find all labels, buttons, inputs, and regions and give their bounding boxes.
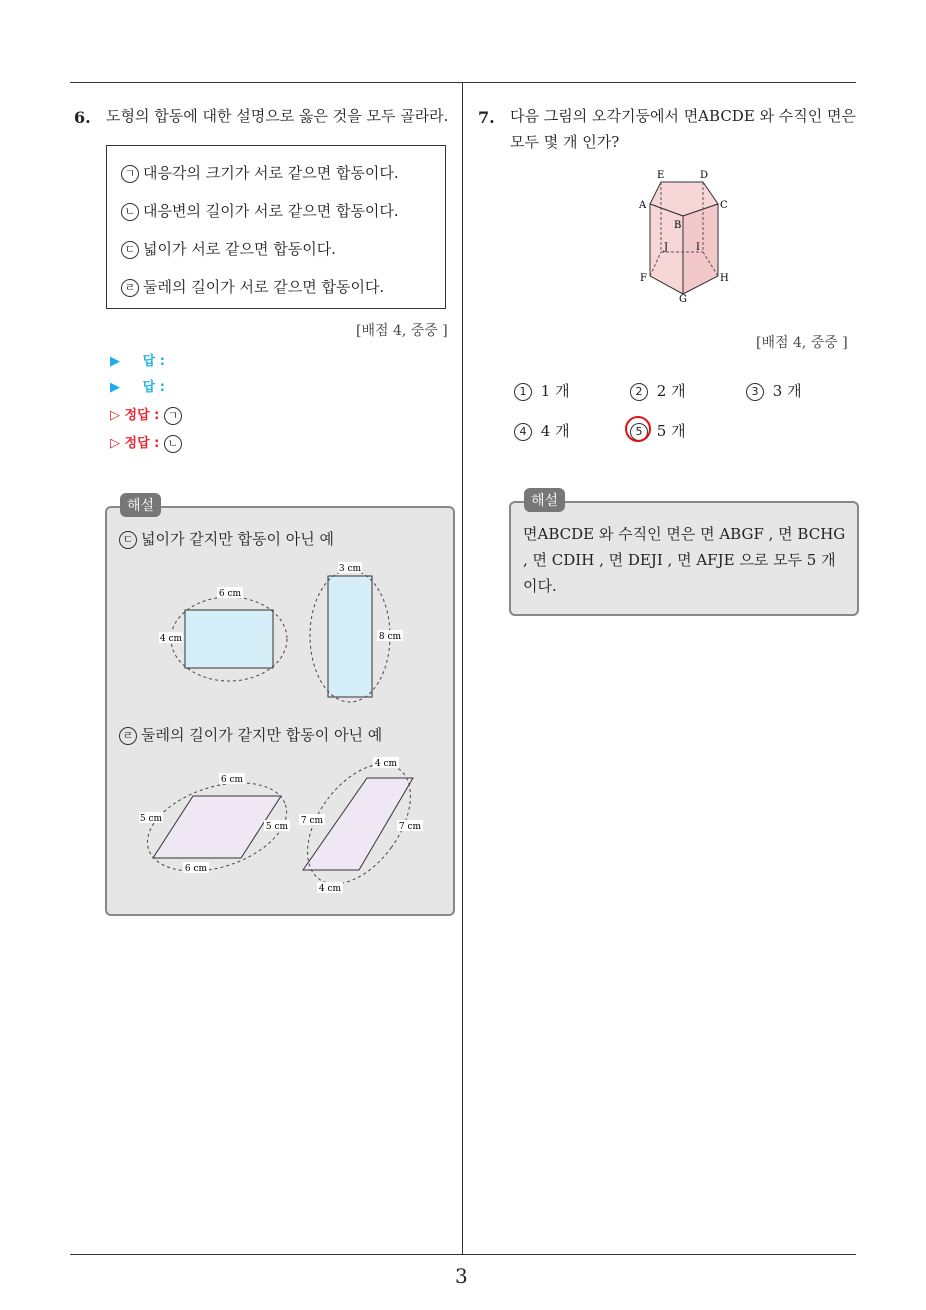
- rect-3x8: [328, 576, 372, 697]
- q7-choice-3-num: 3: [746, 383, 764, 401]
- q6-explain-2-text: 둘레의 길이가 같지만 합동이 아닌 예: [141, 726, 383, 744]
- q6-correct-value-2: ㄴ: [164, 435, 182, 453]
- q6-option-3[interactable]: [121, 238, 336, 259]
- q6-answer-label-2: 답 :: [142, 380, 165, 395]
- vertex-J: J: [664, 242, 669, 253]
- q7-choice-4[interactable]: [514, 420, 570, 441]
- q7-explain-line3: 이다.: [523, 577, 557, 595]
- parallelogram-5x6: [153, 796, 281, 858]
- q7-choice-2[interactable]: [630, 380, 686, 401]
- top-rule: [70, 82, 856, 83]
- bottom-rule: [70, 1254, 856, 1255]
- q6-option-3-mark: ㄷ: [121, 241, 139, 259]
- label-p2-top: 4 cm: [374, 759, 398, 769]
- q7-explanation-tag: 해설: [524, 488, 565, 512]
- label-p2-bottom: 4 cm: [318, 884, 342, 894]
- q6-explain-1: [119, 528, 334, 549]
- q7-choice-3[interactable]: [746, 380, 802, 401]
- outline-play-icon: ▷: [110, 408, 120, 423]
- page-number: 3: [455, 1264, 468, 1288]
- q6-explain-1-text: 넓이가 같지만 합동이 아닌 예: [141, 530, 334, 548]
- q6-option-1-text: 대응각의 크기가 서로 같으면 합동이다.: [143, 164, 399, 182]
- q7-selected-circle-mark: [625, 416, 651, 442]
- q6-option-3-text: 넓이가 서로 같으면 합동이다.: [143, 240, 336, 258]
- q7-explain-line2: , 면 CDIH , 면 DEJI , 면 AFJE 으로 모두 5 개: [523, 551, 836, 569]
- q7-choice-2-num: 2: [630, 383, 648, 401]
- column-divider: [462, 82, 463, 1254]
- vertex-I: I: [696, 242, 700, 253]
- q7-score: [배점 4, 중중 ]: [756, 335, 848, 351]
- q6-explain-2-mark: ㄹ: [119, 727, 137, 745]
- q7-choice-1[interactable]: [514, 380, 570, 401]
- q6-correct-row-1: [110, 404, 186, 425]
- vertex-A: A: [639, 200, 647, 211]
- q6-score: [배점 4, 중중 ]: [356, 323, 448, 339]
- q6-option-1[interactable]: [121, 162, 399, 183]
- vertex-C: C: [720, 200, 728, 211]
- q6-option-2-text: 대응변의 길이가 서로 같으면 합동이다.: [143, 202, 399, 220]
- vertex-D: D: [700, 170, 709, 181]
- q7-choice-5-text: 5 개: [656, 422, 686, 440]
- label-rect1-left: 4 cm: [159, 634, 183, 644]
- q7-choice-1-text: 1 개: [540, 382, 570, 400]
- label-rect2-right: 8 cm: [378, 632, 402, 642]
- q6-option-4[interactable]: [121, 276, 384, 297]
- q6-number: 6.: [74, 108, 91, 127]
- label-p1-top: 6 cm: [220, 775, 244, 785]
- q7-text-line1: 다음 그림의 오각기둥에서 면ABCDE 와 수직인 면은: [510, 107, 857, 125]
- q7-choice-4-text: 4 개: [540, 422, 570, 440]
- q7-number: 7.: [478, 108, 495, 127]
- q6-explanation-panel: [105, 506, 455, 916]
- label-p1-right: 5 cm: [265, 822, 289, 832]
- q6-explain-2: [119, 724, 382, 745]
- q6-options-box: [106, 145, 446, 309]
- label-p2-left: 7 cm: [300, 816, 324, 826]
- q6-option-4-text: 둘레의 길이가 서로 같으면 합동이다.: [143, 278, 385, 296]
- prism-front-right-face: [683, 204, 718, 294]
- vertex-F: F: [640, 273, 647, 284]
- vertex-B: B: [674, 220, 682, 231]
- q7-explain-line1: 면ABCDE 와 수직인 면은 면 ABGF , 면 BCHG: [523, 525, 846, 543]
- q6-explanation-tag: 해설: [120, 493, 161, 517]
- q7-choice-2-text: 2 개: [656, 382, 686, 400]
- q6-figure-rectangles: [107, 560, 453, 730]
- q6-option-1-mark: ㄱ: [121, 165, 139, 183]
- q6-figure-parallelograms: [107, 754, 453, 904]
- q6-answer-row-2: [110, 376, 165, 395]
- q6-correct-row-2: [110, 432, 186, 453]
- q6-option-4-mark: ㄹ: [121, 279, 139, 297]
- q6-answer-row-1: [110, 350, 165, 369]
- q6-correct-value-1: ㄱ: [164, 407, 182, 425]
- play-icon: ▶: [110, 354, 120, 369]
- label-p1-bottom: 6 cm: [184, 864, 208, 874]
- vertex-H: H: [720, 273, 729, 284]
- label-p2-right: 7 cm: [398, 822, 422, 832]
- q6-correct-label-2: 정답 :: [124, 436, 160, 451]
- q6-text: 도형의 합동에 대한 설명으로 옳은 것을 모두 골라라.: [106, 107, 449, 125]
- label-p1-left: 5 cm: [139, 814, 163, 824]
- outline-play-icon: ▷: [110, 436, 120, 451]
- q6-option-2-mark: ㄴ: [121, 203, 139, 221]
- q6-correct-label-1: 정답 :: [124, 408, 160, 423]
- q7-pentagonal-prism: [628, 164, 748, 304]
- label-rect2-top: 3 cm: [338, 564, 362, 574]
- q7-choice-3-text: 3 개: [772, 382, 802, 400]
- vertex-G: G: [679, 294, 687, 304]
- q6-option-2[interactable]: [121, 200, 399, 221]
- label-rect1-top: 6 cm: [218, 589, 242, 599]
- q7-explanation-panel: [509, 501, 859, 616]
- q7-text-line2: 모두 몇 개 인가?: [510, 133, 620, 151]
- play-icon: ▶: [110, 380, 120, 395]
- rect-4x6: [185, 610, 273, 668]
- q7-choice-5-num: 5: [630, 423, 648, 441]
- q7-choice-1-num: 1: [514, 383, 532, 401]
- vertex-E: E: [657, 170, 665, 181]
- q7-choice-4-num: 4: [514, 423, 532, 441]
- q6-answer-label-1: 답 :: [142, 354, 165, 369]
- q6-explain-1-mark: ㄷ: [119, 531, 137, 549]
